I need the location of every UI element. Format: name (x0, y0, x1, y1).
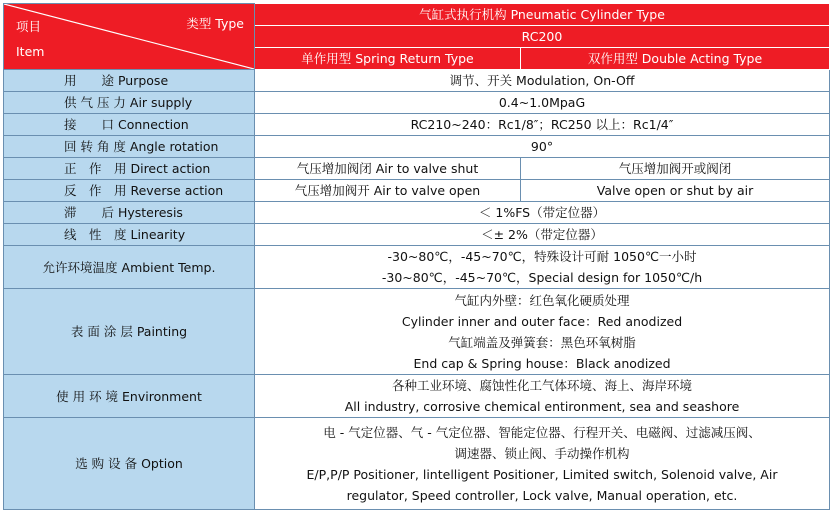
rotation-value: 90° (255, 136, 830, 158)
linearity-label: 线 性 度 Linearity (4, 224, 255, 246)
direct-action-double: 气压增加阀开或阀闭 (521, 158, 830, 180)
table-row (4, 70, 830, 92)
spec-table (3, 3, 830, 510)
ambient-value (255, 246, 830, 289)
table-row (4, 375, 830, 418)
table-row (4, 92, 830, 114)
table-row (4, 224, 830, 246)
ambient-line-cn: -30~80℃，-45~70℃，特殊设计可耐 1050℃一小时 (387, 249, 697, 264)
environment-value (255, 375, 830, 418)
painting-line-2: Cylinder inner and outer face：Red anodized (401, 313, 683, 329)
table-row (4, 202, 830, 224)
environment-label: 使 用 环 境 Environment (4, 375, 255, 418)
linearity-value: ＜± 2%（带定位器） (255, 224, 830, 246)
painting-value (255, 289, 830, 375)
table-row (4, 418, 830, 510)
environment-line-cn: 各种工业环境、腐蚀性化工气体环境、海上、海岸环境 (392, 378, 693, 393)
purpose-value: 调节、开关 Modulation, On-Off (255, 70, 830, 92)
option-label: 选 购 设 备 Option (4, 418, 255, 510)
reverse-action-single: 气压增加阀开 Air to valve open (255, 180, 521, 202)
painting-line-3: 气缸端盖及弹簧套：黑色环氧树脂 (448, 334, 636, 350)
painting-line-4: End cap & Spring house：Black anodized (413, 355, 671, 371)
direct-action-single: 气压增加阀闭 Air to valve shut (255, 158, 521, 180)
type-label: 类型 Type (186, 16, 244, 31)
product-title: 气缸式执行机构 Pneumatic Cylinder Type (255, 4, 830, 26)
option-line-1: 电 - 气定位器、气 - 气定位器、智能定位器、行程开关、电磁阀、过滤减压阀、 (323, 424, 761, 440)
environment-line-en: All industry, corrosive chemical entironment, sea and seashore (344, 399, 740, 414)
option-line-4: regulator, Speed controller, Lock valve, Manual operation, etc. (346, 487, 738, 503)
double-acting-header: 双作用型 Double Acting Type (521, 48, 830, 70)
reverse-action-double: Valve open or shut by air (521, 180, 830, 202)
painting-label: 表 面 涂 层 Painting (4, 289, 255, 375)
table-row (4, 114, 830, 136)
connection-value: RC210~240：Rc1/8″；RC250 以上：Rc1/4″ (255, 114, 830, 136)
hysteresis-value: ＜ 1%FS（带定位器） (255, 202, 830, 224)
table-row (4, 180, 830, 202)
table-row (4, 289, 830, 375)
reverse-action-label: 反 作 用 Reverse action (4, 180, 255, 202)
hysteresis-label: 滞 后 Hysteresis (4, 202, 255, 224)
single-acting-header: 单作用型 Spring Return Type (255, 48, 521, 70)
header-corner (4, 4, 255, 70)
ambient-line-en: -30~80℃，-45~70℃，Special design for 1050℃/h (381, 270, 703, 285)
connection-label: 接 口 Connection (4, 114, 255, 136)
table-row (4, 158, 830, 180)
direct-action-label: 正 作 用 Direct action (4, 158, 255, 180)
table-row (4, 246, 830, 289)
model-name: RC200 (255, 26, 830, 48)
rotation-label: 回 转 角 度 Angle rotation (4, 136, 255, 158)
option-value (255, 418, 830, 510)
option-line-3: E/P,P/P Positioner, lintelligent Positioner, Limited switch, Solenoid valve, Air (306, 466, 778, 482)
option-line-2: 调速器、锁止阀、手动操作机构 (454, 445, 630, 461)
ambient-label: 允许环境温度 Ambient Temp. (4, 246, 255, 289)
item-label-en: Item (16, 44, 45, 59)
purpose-label: 用 途 Purpose (4, 70, 255, 92)
air-supply-label: 供 气 压 力 Air supply (4, 92, 255, 114)
air-supply-value: 0.4~1.0MpaG (255, 92, 830, 114)
painting-line-1: 气缸内外壁：红色氧化硬质处理 (454, 292, 630, 308)
item-label-cn: 项目 (16, 19, 42, 34)
table-row (4, 136, 830, 158)
